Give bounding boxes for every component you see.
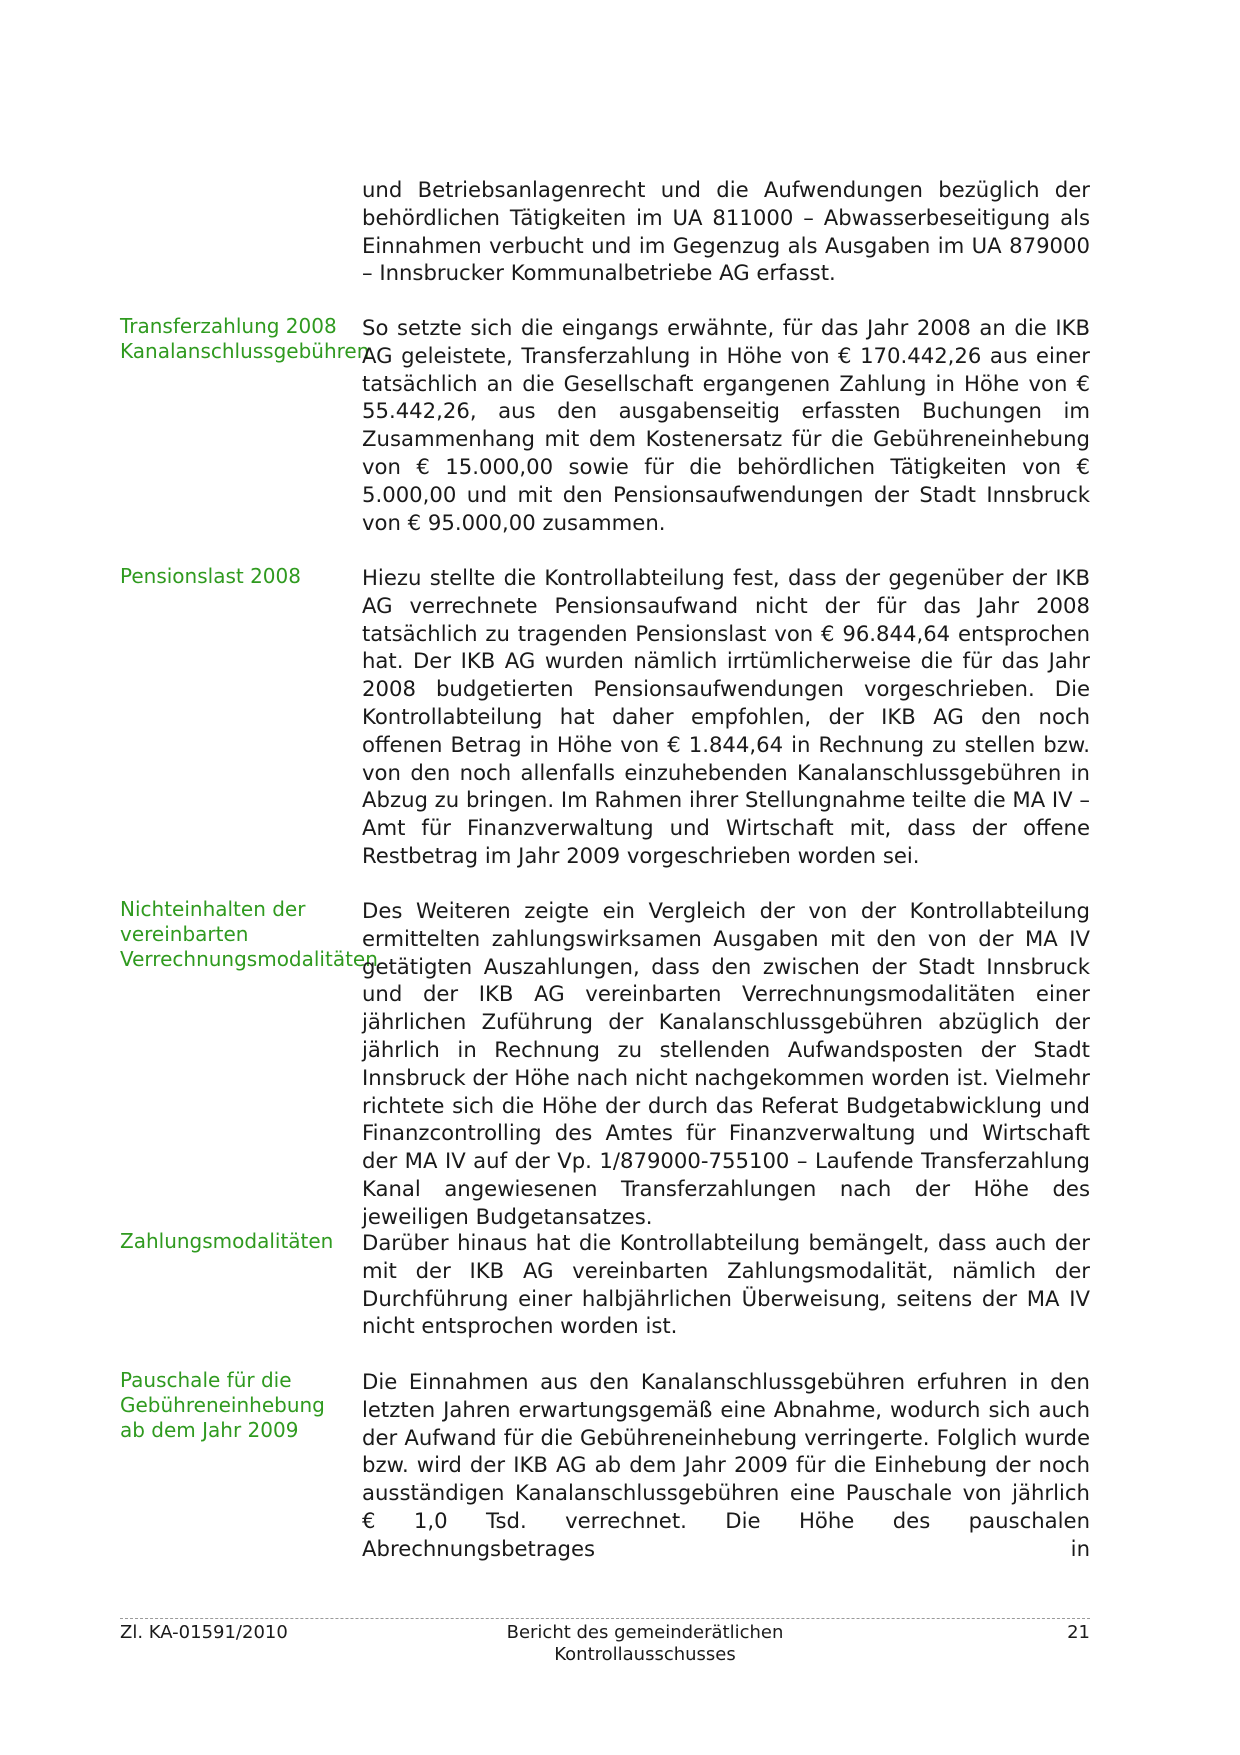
margin-note-pensionslast: Pensionslast 2008 — [120, 564, 301, 588]
paragraph-zahlungsmodalitaeten: Darüber hinaus hat die Kontrollabteilung bemängelt, dass auch der mit der IKB AG vereinbarten Zahlungsmodalität, nämlich der Durchführung einer halbjährlichen Überweisung, seitens der MA IV nicht entsprochen worden ist. — [362, 1230, 1090, 1339]
margin-note-verrechnungsmodalitaeten: Nichteinhalten der vereinbarten Verrechnungsmodalitäten — [120, 897, 378, 971]
paragraph-continuation: und Betriebsanlagenrecht und die Aufwendungen bezüglich der behördlichen Tätigkeiten im UA 811000 – Abwasserbeseitigung als Einnahmen verbucht und im Gegenzug als Ausgaben im UA 879000 – Innsbrucker Kommunalbetriebe AG erfasst. — [362, 177, 1090, 286]
margin-note-pauschale: Pauschale für die Gebühreneinhebung ab dem Jahr 2009 — [120, 1368, 325, 1442]
footer-reference: Zl. KA-01591/2010 — [120, 1622, 288, 1643]
footer-divider — [120, 1618, 1090, 1619]
footer-title: Bericht des gemeinderätlichen Kontrollausschusses — [506, 1622, 784, 1665]
footer-page-number: 21 — [1067, 1622, 1090, 1643]
paragraph-verrechnungsmodalitaeten: Des Weiteren zeigte ein Vergleich der von der Kontrollabteilung ermittelten zahlungswirksamen Ausgaben mit den von der MA IV getätigten Auszahlungen, dass den zwischen der Stadt Innsbruck und der IKB AG vereinbarten Verrechnungsmodalitäten einer jährlichen Zuführung der Kanalanschlussgebühren abzüglich der jährlich in Rechnung zu stellenden Aufwandsposten der Stadt Innsbruck der Höhe nach nicht nachgekommen worden ist. Vielmehr richtete sich die Höhe der durch das Referat Budgetabwicklung und Finanzcontrolling des Amtes für Finanzverwaltung und Wirtschaft der MA IV auf der Vp. 1/879000-755100 – Laufende Transferzahlung Kanal angewiesenen Transferzahlungen nach der Höhe des jeweiligen Budgetansatzes. — [362, 898, 1090, 1229]
margin-note-zahlungsmodalitaeten: Zahlungsmodalitäten — [120, 1229, 334, 1253]
paragraph-pauschale: Die Einnahmen aus den Kanalanschlussgebühren erfuhren in den letzten Jahren erwartungsgemäß eine Abnahme, wodurch sich auch der Aufwand für die Gebühreneinhebung verringerte. Folglich wurde bzw. wird der IKB AG ab dem Jahr 2009 für die Einhebung der noch ausständigen Kanalanschlussgebühren eine Pauschale von jährlich € 1,0 Tsd. verrechnet. Die Höhe des pauschalen Abrechnungsbetrages in — [362, 1369, 1090, 1561]
margin-note-transferzahlung: Transferzahlung 2008 Kanalanschlussgebühren — [120, 314, 370, 363]
paragraph-pensionslast: Hiezu stellte die Kontrollabteilung fest, dass der gegenüber der IKB AG verrechnete Pensionsaufwand nicht der für das Jahr 2008 tatsächlich zu tragenden Pensionslast von € 96.844,64 entsprochen hat. Der IKB AG wurden nämlich irrtümlicherweise die für das Jahr 2008 budgetierten Pensionsaufwendungen vorgeschrieben. Die Kontrollabteilung hat daher empfohlen, der IKB AG den noch offenen Betrag in Höhe von € 1.844,64 in Rechnung zu stellen bzw. von den noch allenfalls einzuhebenden Kanalanschlussgebühren in Abzug zu bringen. Im Rahmen ihrer Stellungnahme teilte die MA IV – Amt für Finanzverwaltung und Wirtschaft mit, dass der offene Restbetrag im Jahr 2009 vorgeschrieben worden sei. — [362, 565, 1090, 868]
paragraph-transferzahlung: So setzte sich die eingangs erwähnte, für das Jahr 2008 an die IKB AG geleistete, Transferzahlung in Höhe von € 170.442,26 aus einer tatsächlich an die Gesellschaft ergangenen Zahlung in Höhe von € 55.442,26, aus den ausgabenseitig erfassten Buchungen im Zusammenhang mit dem Kostenersatz für die Gebühreneinhebung von € 15.000,00 sowie für die behördlichen Tätigkeiten von € 5.000,00 und mit den Pensionsaufwendungen der Stadt Innsbruck von € 95.000,00 zusammen. — [362, 315, 1090, 535]
